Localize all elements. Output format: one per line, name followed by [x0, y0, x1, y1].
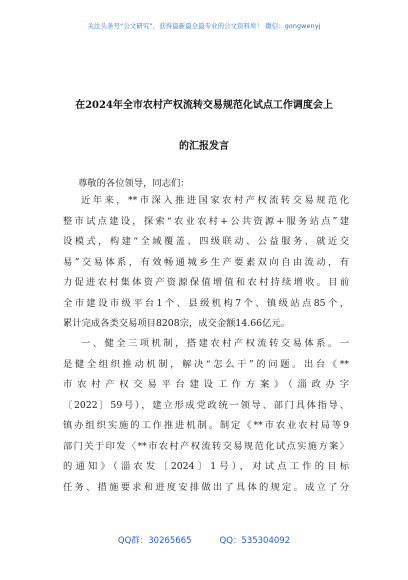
qq-group-number: QQ群：30265665	[117, 536, 192, 546]
text-line: 部门关于印发〈**市农村产权流转交易规范化试点实施方案〉	[63, 440, 349, 452]
text-line: 近年来，**市深入推进国家农村产权流转交易规范化	[81, 195, 349, 206]
text-line: 整市试点建设，探索“农业农村+公共资源+服务站点”建	[63, 215, 349, 227]
text-line: 镇办组织实施的工作推进机制。制定《**市农业农村局等9	[63, 420, 349, 431]
document-title-line2: 的汇报发言	[179, 141, 229, 152]
paragraph-section-one	[63, 334, 349, 498]
text-line: 一、健全三项机制，搭建农村产权流转交易体系。一	[81, 338, 349, 349]
qq-contact-number: QQ：535304092	[219, 536, 291, 546]
text-line: 〔2022〕59号），建立形成党政统一领导、部门具体指导、	[63, 399, 349, 411]
text-line: 是健全组织推动机制，解决“怎么干”的问题。出台《**	[63, 358, 349, 370]
text-line: 任务、措施要求和进度安排做出了具体的规定。成立了分	[63, 481, 349, 493]
text-line: 全市建设市级平台1个、县级机构7个、镇级站点85个，	[63, 297, 349, 309]
text-line: 累计完成各类交易项目8208宗，成交金额14.66亿元。	[63, 318, 290, 329]
paragraph-intro	[63, 191, 349, 335]
salutation: 尊敬的各位领导，同志们：	[78, 178, 190, 189]
contact-footer	[0, 534, 408, 546]
text-line: 力促进农村集体资产资源保值增值和农村持续增收。目前	[63, 277, 349, 288]
promo-banner: 关注头条号“公文研究”，获得最新最全最专业的公文资料库！ 微信：gongwenyj	[87, 22, 321, 30]
text-line: 易”交易体系，有效畅通城乡生产要素双向自由流动，有	[63, 256, 349, 268]
text-line: 的通知》（淄农发〔2024〕1号），对试点工作的目标	[63, 461, 349, 472]
text-line: 设模式，构建“全域覆盖、四级联动、公益服务、就近交	[63, 236, 349, 247]
text-line: 市农村产权交易平台建设工作方案》（淄政办字	[63, 379, 349, 390]
document-title-line1: 在2024年全市农村产权流转交易规范化试点工作调度会上	[75, 100, 333, 111]
